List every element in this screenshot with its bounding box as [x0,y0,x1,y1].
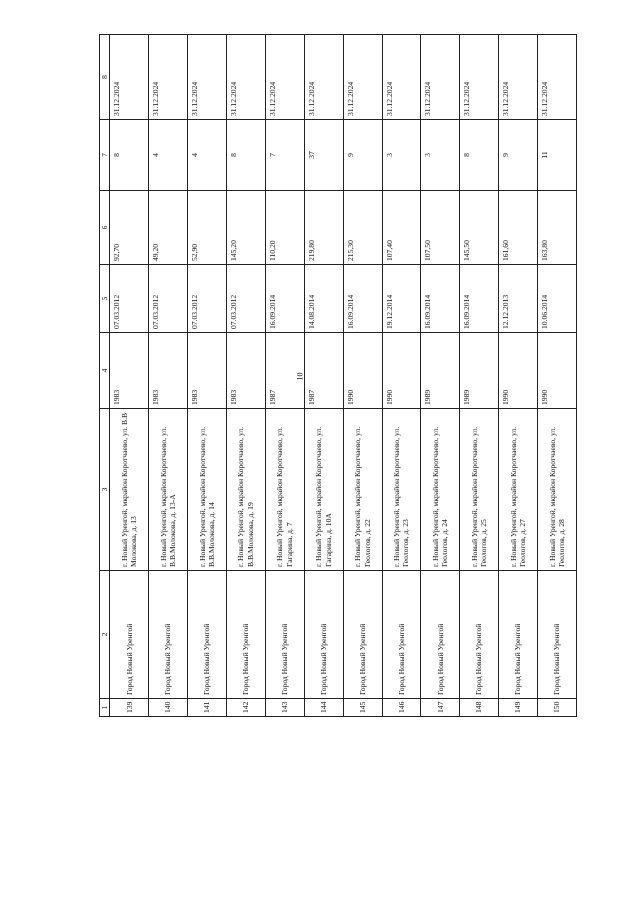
date-cell: 16.09.2014 [421,265,460,333]
municipality-cell: Город Новый Уренгой [265,571,304,699]
date-cell: 12.12.2013 [499,265,538,333]
year-cell: 1989 [460,333,499,409]
row-number: 148 [460,699,499,717]
table-row [382,35,421,717]
deadline-cell: 31.12.2024 [265,35,304,120]
header-col-2: 2 [100,571,110,699]
count-cell: 8 [227,120,266,191]
row-number: 142 [227,699,266,717]
count-cell: 3 [421,120,460,191]
area-cell: 163,80 [538,191,577,265]
header-col-5: 5 [100,265,110,333]
table-row [460,35,499,717]
area-cell: 219,80 [304,191,343,265]
deadline-cell: 31.12.2024 [421,35,460,120]
row-number: 146 [382,699,421,717]
deadline-cell: 31.12.2024 [460,35,499,120]
deadline-cell: 31.12.2024 [343,35,382,120]
municipality-cell: Город Новый Уренгой [188,571,227,699]
area-cell: 161,60 [499,191,538,265]
year-cell: 1987 [265,333,304,409]
address-cell: г. Новый Уренгой, мкрайон Коротчаево, ул. Геологов, д. 25 [460,409,499,571]
row-number: 144 [304,699,343,717]
header-col-4: 4 [100,333,110,409]
address-cell: г. Новый Уренгой, мкрайон Коротчаево, ул. Гагарина, д. 10А [304,409,343,571]
municipality-cell: Город Новый Уренгой [421,571,460,699]
table-container [99,55,577,717]
year-cell: 1990 [382,333,421,409]
table-row [188,35,227,717]
date-cell: 19.12.2014 [382,265,421,333]
year-cell: 1989 [421,333,460,409]
row-number: 140 [149,699,188,717]
header-col-1: 1 [100,699,110,717]
header-col-8: 8 [100,35,110,120]
date-cell: 16.09.2014 [460,265,499,333]
housing-table [99,34,577,717]
date-cell: 07.03.2012 [227,265,266,333]
year-cell: 1990 [343,333,382,409]
row-number: 141 [188,699,227,717]
municipality-cell: Город Новый Уренгой [460,571,499,699]
count-cell: 8 [110,120,149,191]
count-cell: 7 [265,120,304,191]
table-row [149,35,188,717]
table-row [343,35,382,717]
municipality-cell: Город Новый Уренгой [149,571,188,699]
table-row [421,35,460,717]
address-cell: г. Новый Уренгой, мкрайон Коротчаево, ул. Геологов, д. 28 [538,409,577,571]
deadline-cell: 31.12.2024 [382,35,421,120]
count-cell: 4 [188,120,227,191]
area-cell: 145,50 [460,191,499,265]
deadline-cell: 31.12.2024 [149,35,188,120]
date-cell: 10.06.2014 [538,265,577,333]
year-cell: 1983 [149,333,188,409]
area-cell: 92,70 [110,191,149,265]
area-cell: 215,30 [343,191,382,265]
count-cell: 4 [149,120,188,191]
year-cell: 1983 [188,333,227,409]
deadline-cell: 31.12.2024 [110,35,149,120]
address-cell: г. Новый Уренгой, мкрайон Коротчаево, ул. В.В.Молокова, д. 19 [227,409,266,571]
area-cell: 107,40 [382,191,421,265]
deadline-cell: 31.12.2024 [538,35,577,120]
deadline-cell: 31.12.2024 [227,35,266,120]
area-cell: 52,90 [188,191,227,265]
rotated-table-wrapper [99,55,577,717]
municipality-cell: Город Новый Уренгой [499,571,538,699]
count-cell: 8 [460,120,499,191]
year-cell: 1987 [304,333,343,409]
year-cell: 1983 [110,333,149,409]
table-row [538,35,577,717]
table-row [227,35,266,717]
page-number: 10 [295,372,305,381]
count-cell: 3 [382,120,421,191]
header-col-3: 3 [100,409,110,571]
table-row [304,35,343,717]
deadline-cell: 31.12.2024 [304,35,343,120]
row-number: 143 [265,699,304,717]
count-cell: 9 [343,120,382,191]
row-number: 150 [538,699,577,717]
count-cell: 9 [499,120,538,191]
table-body [110,35,577,717]
row-number: 139 [110,699,149,717]
municipality-cell: Город Новый Уренгой [343,571,382,699]
date-cell: 16.09.2014 [343,265,382,333]
date-cell: 16.09.2014 [265,265,304,333]
municipality-cell: Город Новый Уренгой [110,571,149,699]
area-cell: 49,20 [149,191,188,265]
table-row [265,35,304,717]
count-cell: 37 [304,120,343,191]
area-cell: 145,20 [227,191,266,265]
header-row [100,35,110,717]
address-cell: г. Новый Уренгой, мкрайон Коротчаево, ул. В.В.Молокова, д. 13-А [149,409,188,571]
area-cell: 107,50 [421,191,460,265]
year-cell: 1990 [538,333,577,409]
municipality-cell: Город Новый Уренгой [382,571,421,699]
address-cell: г. Новый Уренгой, мкрайон Коротчаево, ул. В.В.Молокова, д. 14 [188,409,227,571]
address-cell: г. Новый Уренгой, мкрайон Коротчаево, ул. Геологов, д. 27 [499,409,538,571]
header-col-7: 7 [100,120,110,191]
deadline-cell: 31.12.2024 [499,35,538,120]
date-cell: 07.03.2012 [188,265,227,333]
municipality-cell: Город Новый Уренгой [304,571,343,699]
area-cell: 110,20 [265,191,304,265]
address-cell: г. Новый Уренгой, мкрайон Коротчаево, ул. Геологов, д. 24 [421,409,460,571]
municipality-cell: Город Новый Уренгой [538,571,577,699]
municipality-cell: Город Новый Уренгой [227,571,266,699]
row-number: 149 [499,699,538,717]
table-row [499,35,538,717]
count-cell: 11 [538,120,577,191]
header-col-6: 6 [100,191,110,265]
year-cell: 1990 [499,333,538,409]
address-cell: г. Новый Уренгой, мкрайон Коротчаево, ул. В.В Молокова, д. 13 [110,409,149,571]
date-cell: 14.08.2014 [304,265,343,333]
row-number: 147 [421,699,460,717]
date-cell: 07.03.2012 [149,265,188,333]
address-cell: г. Новый Уренгой, мкрайон Коротчаево, ул. Геологов, д. 23 [382,409,421,571]
table-row [110,35,149,717]
address-cell: г. Новый Уренгой, мкрайон Коротчаево, ул. Гагарина, д. 7 [265,409,304,571]
year-cell: 1983 [227,333,266,409]
deadline-cell: 31.12.2024 [188,35,227,120]
address-cell: г. Новый Уренгой, мкрайон Коротчаево, ул. Геологов, д. 22 [343,409,382,571]
date-cell: 07.03.2012 [110,265,149,333]
row-number: 145 [343,699,382,717]
